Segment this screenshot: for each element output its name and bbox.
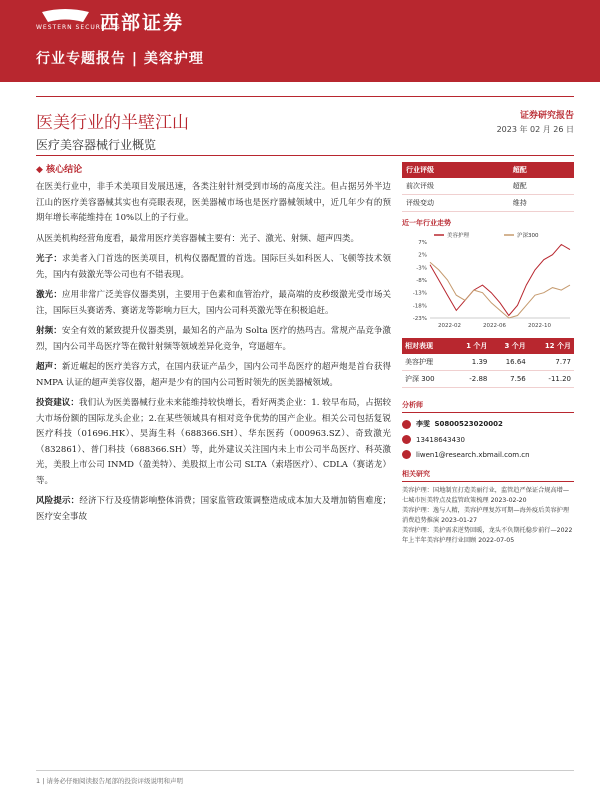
body-paragraph: 在医美行业中，非手术美项目发展迅速，各类注射针剂受到市场的高度关注。但占据另外半边江山的医疗美容器械其实也有亮眼表现，医美器械市场也是医疗器械领域中，近几年少有的预期年增长率能维持在 10%以上的子行业。 [36, 182, 391, 223]
x-tick-label: 2022-02 [438, 323, 461, 329]
rating-table [402, 162, 574, 212]
series-line [430, 262, 570, 318]
page-subtitle: 医疗美容器械行业概览 [36, 138, 157, 152]
sidebar [402, 162, 574, 546]
related-item[interactable]: 美容护理：美护需求逆势回暖，龙头不负期托稳步前行—2022 年上半年美容护理行业回顾 2022-07-05 [402, 527, 573, 544]
page-title: 医美行业的半壁江山 [36, 113, 189, 133]
series-line [430, 245, 570, 316]
legend-label: 沪深300 [517, 233, 539, 239]
section-heading: ◆ 核心结论 [36, 165, 83, 175]
footer-rule [36, 770, 574, 771]
y-tick-label: -13% [412, 290, 427, 297]
email-icon [402, 450, 411, 459]
title-rule [36, 96, 574, 97]
body-paragraph: 从医美机构经营角度看，最常用医疗美容器械主要有：光子、激光、射频、超声四类。 [36, 233, 360, 244]
analyst-name-row: 李雯 S0800523020002 [402, 419, 574, 429]
header-bar [0, 0, 600, 82]
trend-chart [402, 230, 574, 330]
body-paragraph: 光子：求美者入门首选的医美项目，机构仪器配置的首选。国际巨头如科医人、飞顿等技术领先，国内有鼓激光等公司也有不错表现。 [36, 254, 391, 280]
rating-cell: 超配 [509, 178, 574, 195]
rating-cell: 评级变动 [402, 195, 509, 212]
trend-chart-svg [402, 230, 574, 330]
brand-name: 西部证券 [100, 12, 185, 34]
y-tick-label: -8% [416, 278, 427, 284]
related-item[interactable]: 美容护理：国地制宜打造美丽行业，监管趋严保证合规高增—七城市医美特点及监管政策梳理 2023-02-20 [402, 487, 570, 504]
y-tick-label: 7% [418, 240, 427, 246]
y-tick-label: -23% [412, 316, 427, 322]
footer-note: 1 | 请务必仔细阅读报告尾部的投资评级说明和声明 [36, 777, 183, 785]
related-item[interactable]: 美容护理：逸与人精，美容护理复苏可期—海外疫后美容护理消费趋势推演 2023-01-27 [402, 507, 570, 524]
y-tick-label: -3% [416, 265, 427, 272]
subtitle-rule [36, 155, 574, 156]
report-label: 证券研究报告 [519, 111, 574, 121]
body-paragraph: 射频：安全有效的紧致提升仪器类别，最知名的产品为 Solta 医疗的热玛吉。常规产品竞争激烈，国内公司半岛医疗等在微针射频等领域差异化竞争，穹逼超车。 [36, 326, 391, 352]
phone-icon [402, 435, 411, 444]
body-paragraph: 投资建议：我们认为医美器械行业未来能维持较快增长，看好两类企业：1. 较早布局，占据较大市场份额的国际龙头企业；2.在某些领域具有相对竞争优势的国产企业。相关公司包括复锐医疗科技（01696.HK）、昊海生科（688366.SH）、华东医药（000963.SZ）、奇致激光（832861）、普门科技（688366.SH）等，此外建议关注国内未上市公司半岛医疗、科英激光，美股上市公司 INMD（盈美特）、美股拟上市公司 SLTA（索塔医疗）、CDLA（赛诺龙）等。 [36, 398, 391, 486]
main-body [36, 180, 391, 530]
body-paragraph: 风险提示：经济下行及疫情影响整体消费；国家监管政策调整造成成本加大及增加销售难度；医疗安全事故 [36, 496, 391, 522]
person-icon [402, 420, 411, 429]
trend-title: 近一年行业走势 [402, 219, 451, 227]
rating-head-label: 行业评级 [402, 162, 509, 178]
x-tick-label: 2022-06 [483, 323, 506, 329]
related-list [402, 486, 574, 546]
y-tick-label: 2% [418, 252, 427, 259]
rating-cell: 前次评级 [402, 178, 509, 195]
legend-label: 美容护理 [447, 233, 470, 239]
analyst-phone-row: 13418643430 [402, 435, 574, 444]
report-type: 行业专题报告 | 美容护理 [36, 51, 204, 67]
rating-head-value: 超配 [509, 162, 574, 178]
y-tick-label: -18% [412, 303, 427, 310]
logo-english-name: WESTERN SECURITIES [36, 24, 121, 31]
x-tick-label: 2022-10 [528, 323, 551, 329]
body-paragraph: 超声：新近崛起的医疗美容方式，在国内获证产品少，国内公司半岛医疗的超声炮是首台获得 NMPA 认证的超声美容仪器，超声是少有的国内公司暂时领先的医美器械领域。 [36, 362, 391, 388]
report-date: 2023 年 02 月 26 日 [496, 125, 574, 134]
analyst-heading: 分析师 [402, 400, 574, 413]
performance-table: 相对表现 1 个月 3 个月 12 个月 美容护理 1.39 16.64 7.77 沪深 300 -2.88 7.56 -11.20 [402, 338, 574, 388]
rating-cell: 维持 [509, 195, 574, 212]
analyst-email-row[interactable]: liwen1@research.xbmail.com.cn [402, 450, 574, 459]
related-heading: 相关研究 [402, 469, 574, 482]
body-paragraph: 激光：应用非常广泛美容仪器类别，主要用于色素和血管治疗，最高端的皮秒级激光受市场关注，国际巨头赛诺秀、赛诺龙等影响力巨大，国内公司科英激光等在积极追赶。 [36, 290, 391, 316]
